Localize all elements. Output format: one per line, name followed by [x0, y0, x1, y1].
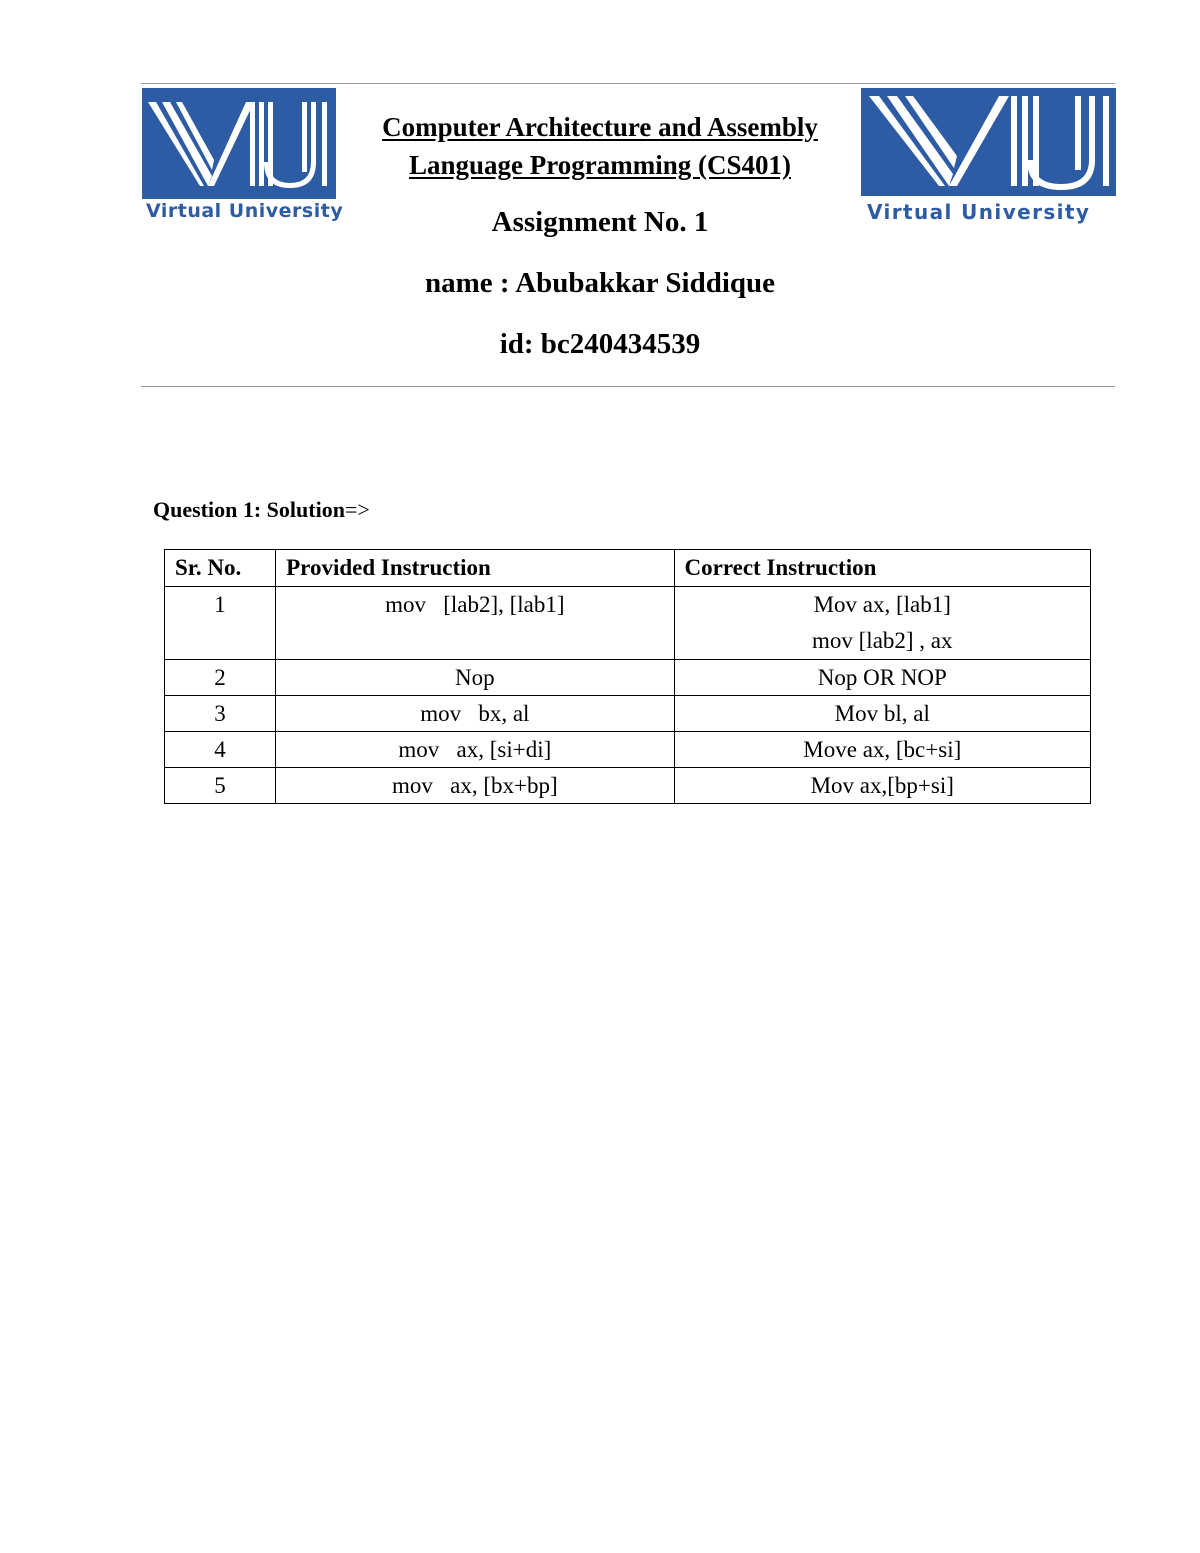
row-sr: 4 — [165, 732, 276, 768]
header-correct-instruction: Correct Instruction — [674, 550, 1090, 587]
row-sr: 3 — [165, 696, 276, 732]
row-provided — [276, 587, 674, 660]
table-row — [165, 732, 1091, 768]
vu-logo-mark-left — [142, 88, 336, 199]
row-correct — [674, 768, 1090, 804]
correct-line: Move ax, [bc+si] — [803, 737, 962, 762]
question-arrow: => — [344, 497, 370, 522]
provided-text: Nop — [455, 665, 495, 690]
question-heading — [153, 497, 370, 523]
course-title-line-2: Language Programming (CS401) — [409, 150, 791, 180]
question-label: Question 1: Solution — [153, 497, 345, 522]
provided-text: mov ax, [si+di] — [398, 737, 552, 762]
correct-line: Mov ax, [lab1] — [813, 592, 951, 617]
header-top-rule — [141, 83, 1115, 84]
instruction-table — [164, 549, 1091, 804]
table-row — [165, 587, 1091, 660]
table-header-row — [165, 550, 1091, 587]
row-provided — [276, 732, 674, 768]
row-sr: 5 — [165, 768, 276, 804]
vu-logo-caption-left: Virtual University — [146, 200, 344, 222]
student-id: id: bc240434539 — [499, 328, 701, 360]
row-provided — [276, 696, 674, 732]
header-bottom-rule — [141, 386, 1115, 387]
table-row — [165, 660, 1091, 696]
row-correct — [674, 696, 1090, 732]
header-sr-no: Sr. No. — [165, 550, 276, 587]
row-provided — [276, 768, 674, 804]
vu-logo-mark-right — [861, 88, 1116, 196]
provided-text: mov bx, al — [420, 701, 530, 726]
table-row — [165, 696, 1091, 732]
row-correct — [674, 587, 1090, 660]
correct-line: Nop OR NOP — [817, 665, 947, 690]
provided-text: mov ax, [bx+bp] — [392, 773, 558, 798]
row-sr: 2 — [165, 660, 276, 696]
header-provided-instruction: Provided Instruction — [276, 550, 674, 587]
correct-line: Mov ax,[bp+si] — [810, 773, 954, 798]
student-name: name : Abubakkar Siddique — [424, 267, 776, 299]
row-sr: 1 — [165, 587, 276, 660]
course-title-line-1: Computer Architecture and Assembly — [382, 112, 818, 142]
course-title — [340, 108, 860, 184]
provided-text: mov [lab2], [lab1] — [385, 592, 565, 617]
row-correct — [674, 660, 1090, 696]
row-provided — [276, 660, 674, 696]
row-correct — [674, 732, 1090, 768]
correct-line: Mov bl, al — [834, 701, 930, 726]
assignment-title: Assignment No. 1 — [491, 206, 709, 238]
vu-logo-caption-right: Virtual University — [867, 200, 1091, 224]
table-row — [165, 768, 1091, 804]
correct-line: mov [lab2] , ax — [812, 628, 953, 653]
